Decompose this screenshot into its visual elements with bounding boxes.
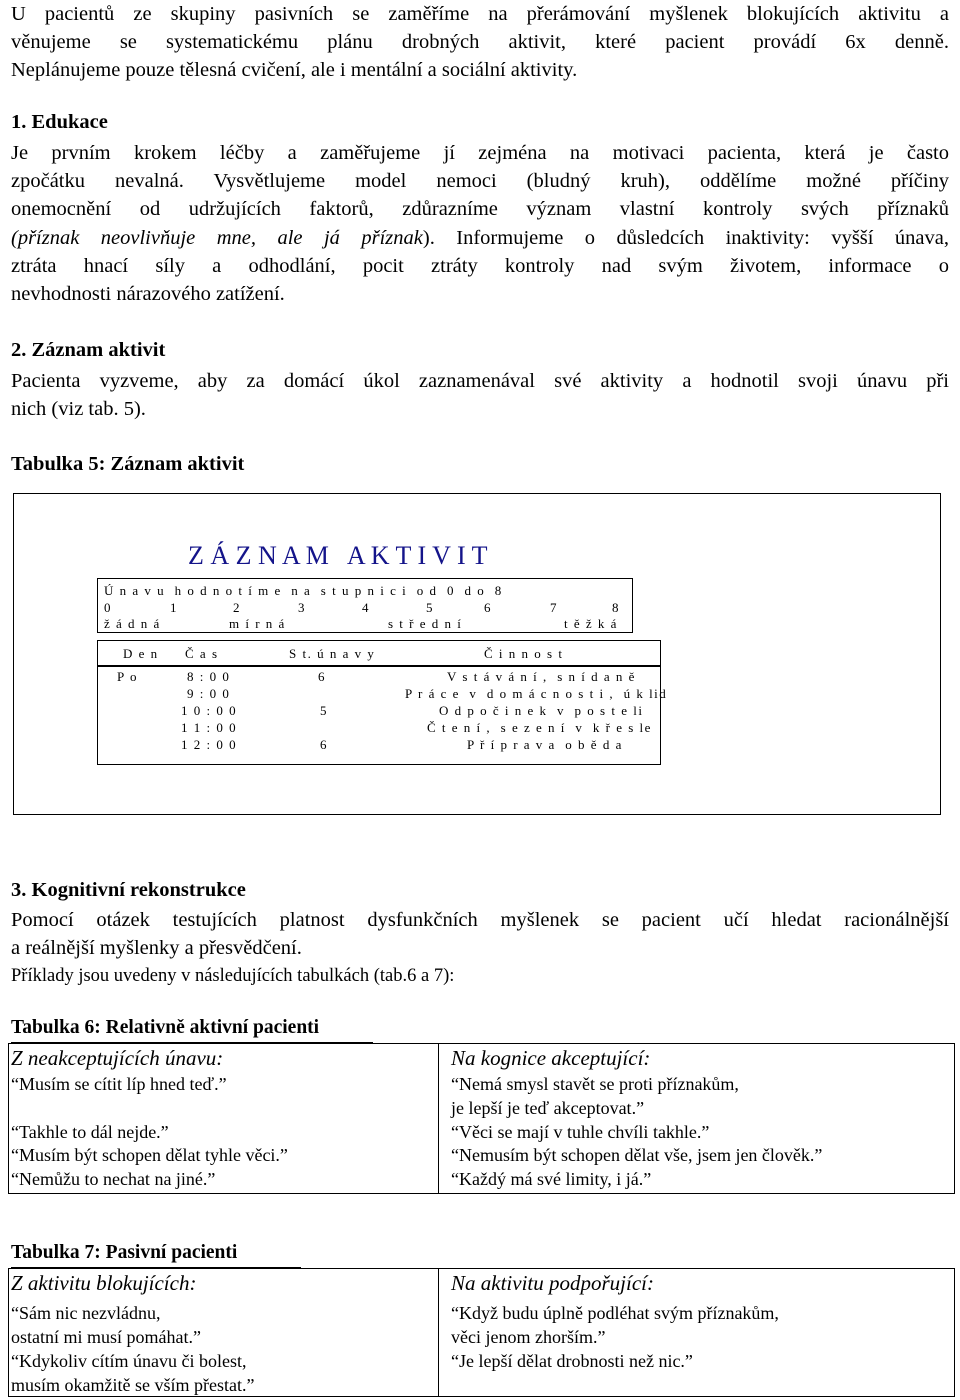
list-item: je lepší je teď akceptovat.” xyxy=(451,1098,645,1118)
intro-line-2: věnujeme se systematickému plánu drobných aktivit, které pacient provádí 6x denně. xyxy=(11,31,949,54)
scale-label: Ú n a v u h o d n o t í m e n a s t u p n i c i o d 0 d o 8 xyxy=(104,583,503,598)
list-item: “Když budu úplně podléhat svým příznakům, xyxy=(451,1303,779,1323)
section3-paragraph xyxy=(11,906,949,962)
section3-heading: 3. Kognitivní rekonstrukce xyxy=(11,879,246,901)
activity-header-box xyxy=(97,640,661,667)
section1-line-5: ztráta hnací síly a odhodlání, pocit ztráty kontroly nad svým životem, informace o xyxy=(11,254,949,277)
table6-divider xyxy=(438,1044,439,1193)
list-item: “Kdykoliv cítím únavu či bolest, xyxy=(11,1351,247,1371)
section3-line-1: Pomocí otázek testujících platnost dysfunkčních myšlenek se pacient učí hledat racionálnější xyxy=(11,909,949,931)
scale-number-8: 8 xyxy=(612,600,620,615)
row-activity: P ř í p r a v a o b ě d a xyxy=(467,737,623,752)
table7-caption: Tabulka 7: Pasivní pacienti xyxy=(11,1242,238,1263)
section2-heading: 2. Záznam aktivit xyxy=(11,339,166,361)
scale-number-2: 2 xyxy=(233,600,241,615)
table6-right-head: Na kognice akceptující: xyxy=(451,1046,651,1070)
list-item: “Takhle to dál nejde.” xyxy=(11,1122,169,1142)
list-item: “Nemusím být schopen dělat vše, jsem jen člověk.” xyxy=(451,1145,823,1165)
list-item: ostatní mi musí pomáhat.” xyxy=(11,1327,201,1347)
col-header-day: D e n xyxy=(123,646,159,661)
section1-line-2: zpočátku nevalná. Vysvětlujeme model nemoci (bludný kruh), oddělíme možné příčiny xyxy=(11,170,949,193)
row-time: 1 0 : 0 0 xyxy=(181,703,238,718)
list-item: “Věci se mají v tuhle chvíli takhle.” xyxy=(451,1122,710,1142)
list-item: “Nemůžu to nechat na jiné.” xyxy=(11,1169,216,1189)
list-item: “Musím být schopen dělat tyhle věci.” xyxy=(11,1145,288,1165)
table6-left-head: Z neakceptujících únavu: xyxy=(11,1046,224,1070)
intro-paragraph xyxy=(11,0,949,85)
scale-number-4: 4 xyxy=(362,600,370,615)
intro-line-1: U pacientů ze skupiny pasivních se zaměříme na přerámování myšlenek blokujících aktivitu a xyxy=(11,3,949,25)
table5-title: Z Á Z N A M A K T I V I T xyxy=(188,541,488,570)
row-activity: P r á c e v d o m á c n o s t i , ú k lid xyxy=(405,686,668,701)
row-activity: Č t e n í , s e z e n í v k ř e s le xyxy=(427,720,652,735)
row-fatigue: 6 xyxy=(320,737,328,752)
row-day: P o xyxy=(117,669,138,684)
scale-number-0: 0 xyxy=(104,600,112,615)
scale-number-7: 7 xyxy=(550,600,558,615)
list-item: “Musím se cítit líp hned teď.” xyxy=(11,1074,227,1094)
scale-word-medium: s t ř e d n í xyxy=(388,616,463,631)
table6-caption: Tabulka 6: Relativně aktivní pacienti xyxy=(11,1017,320,1038)
section1-line-4-rest: ). Informujeme o důsledcích inaktivity: vyšší únava, xyxy=(422,226,949,249)
list-item: “Sám nic nezvládnu, xyxy=(11,1303,161,1323)
scale-word-severe: t ě ž k á xyxy=(564,616,618,631)
section1-italic-phrase: (příznak neovlivňuje mne, ale já příznak xyxy=(11,226,423,249)
scale-number-5: 5 xyxy=(426,600,434,615)
table5-caption: Tabulka 5: Záznam aktivit xyxy=(11,453,245,475)
table7-left-head: Z aktivitu blokujících: xyxy=(11,1271,197,1295)
section1-line-6: nevhodnosti nárazového zatížení. xyxy=(11,283,285,306)
scale-number-6: 6 xyxy=(484,600,492,615)
col-header-time: Č a s xyxy=(185,646,219,661)
scale-word-mild: m í r n á xyxy=(229,616,286,631)
section3-line-3: Příklady jsou uvedeny v následujících tabulkách (tab.6 a 7): xyxy=(11,966,455,986)
row-activity: V s t á v á n í , s n í d a n ě xyxy=(447,669,636,684)
list-item: “Nemá smysl stavět se proti příznakům, xyxy=(451,1074,739,1094)
row-time: 8 : 0 0 xyxy=(187,669,231,684)
section2-paragraph xyxy=(11,367,949,423)
row-time: 1 1 : 0 0 xyxy=(181,720,238,735)
section2-line-2: nich (viz tab. 5). xyxy=(11,398,146,421)
section1-heading: 1. Edukace xyxy=(11,111,108,133)
row-time: 1 2 : 0 0 xyxy=(181,737,238,752)
scale-number-1: 1 xyxy=(170,600,178,615)
table7-right-head: Na aktivitu podpořující: xyxy=(451,1271,654,1295)
scale-word-none: ž á d n á xyxy=(104,616,161,631)
list-item: musím okamžitě se vším přestat.” xyxy=(11,1375,255,1395)
intro-line-3: Neplánujeme pouze tělesná cvičení, ale i mentální a sociální aktivity. xyxy=(11,59,578,82)
row-fatigue: 5 xyxy=(320,703,328,718)
scale-number-3: 3 xyxy=(298,600,306,615)
row-fatigue: 6 xyxy=(318,669,326,684)
row-time: 9 : 0 0 xyxy=(187,686,231,701)
col-header-fatigue: S t. ú n a v y xyxy=(289,646,376,661)
list-item: “Každý má své limity, i já.” xyxy=(451,1169,652,1189)
row-activity: O d p o č i n e k v p o s t e li xyxy=(439,703,644,718)
list-item: “Je lepší dělat drobnosti než nic.” xyxy=(451,1351,693,1371)
section1-paragraph xyxy=(11,139,949,308)
section1-line-4 xyxy=(11,224,949,252)
section1-line-3: onemocnění od udržujících faktorů, zdůrazníme význam vlastní kontroly svých příznaků xyxy=(11,198,949,221)
section1-line-1: Je prvním krokem léčby a zaměřujeme jí zejména na motivaci pacienta, která je často xyxy=(11,142,949,164)
col-header-activity: Č i n n o s t xyxy=(484,646,564,661)
table7-divider xyxy=(438,1269,439,1396)
section3-line-2: a reálnější myšlenky a přesvědčení. xyxy=(11,937,302,960)
section2-line-1: Pacienta vyzveme, aby za domácí úkol zaznamenával své aktivity a hodnotil svoji únavu při xyxy=(11,370,949,392)
list-item: věci jenom zhorším.” xyxy=(451,1327,606,1347)
